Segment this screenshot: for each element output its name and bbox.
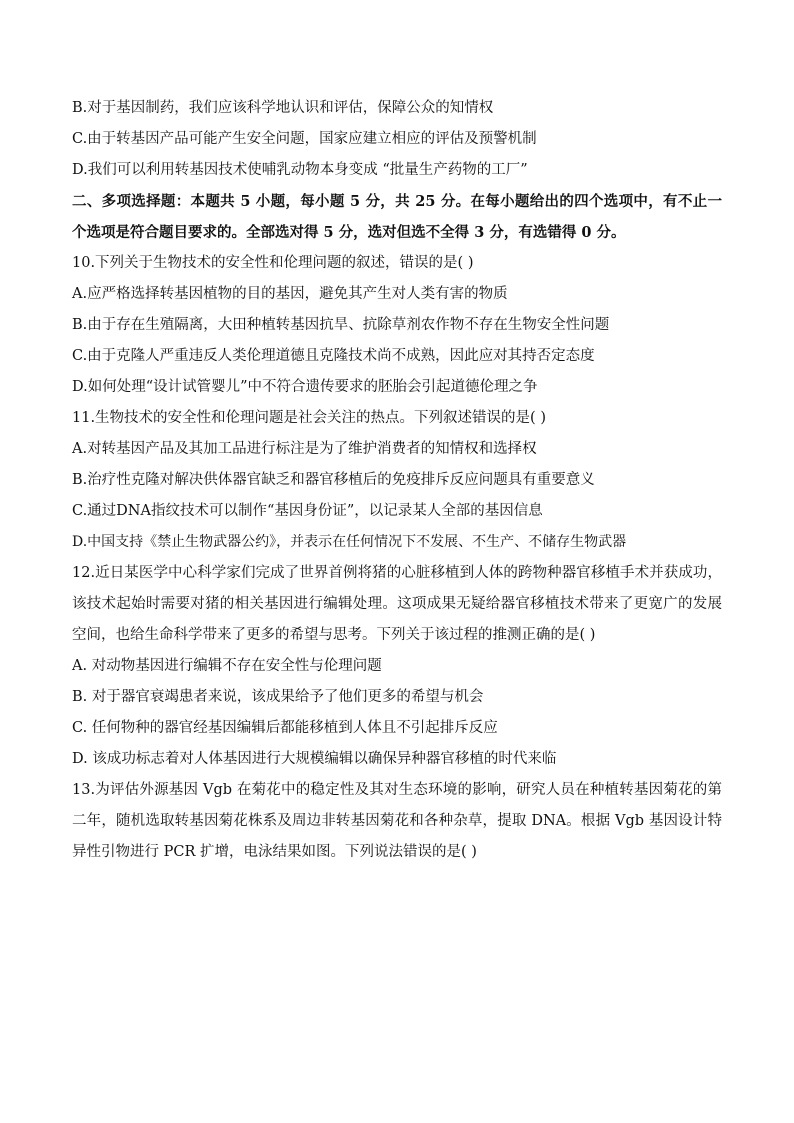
q11-stem: 11.生物技术的安全性和伦理问题是社会关注的热点。下列叙述错误的是( ) — [72, 410, 546, 426]
q9-option-b: B.对于基因制药，我们应该科学地认识和评估，保障公众的知情权 — [72, 100, 494, 116]
q12-stem: 12.近日某医学中心科学家们完成了世界首例将猪的心脏移植到人体的跨物种器官移植手术并获成功，该技术起始时需要对猪的相关基因进行编辑处理。这项成果无疑给器官移植技术带来了更宽广的发展空间，也给生命科学带来了更多的希望与思考。下列关于该过程的推测正确的是( ) — [72, 565, 722, 643]
q10-option-a: A.应严格选择转基因植物的目的基因，避免其产生对人类有害的物质 — [72, 286, 508, 302]
q10-option-c: C.由于克隆人严重违反人类伦理道德且克隆技术尚不成熟，因此应对其持否定态度 — [72, 348, 595, 364]
q10-stem: 10.下列关于生物技术的安全性和伦理问题的叙述，错误的是( ) — [72, 255, 474, 271]
q10-option-b: B.由于存在生殖隔离，大田种植转基因抗旱、抗除草剂农作物不存在生物安全性问题 — [72, 317, 610, 333]
section2-heading: 二、多项选择题：本题共 5 小题，每小题 5 分，共 25 分。在每小题给出的四个选项中，有不止一个选项是符合题目要求的。全部选对得 5 分，选对但选不全得 3 分，有选错得 0 分。 — [72, 193, 722, 241]
q11-option-d: D.中国支持《禁止生物武器公约》，并表示在任何情况下不发展、不生产、不储存生物武器 — [72, 534, 627, 550]
q12-option-b: B. 对于器官衰竭患者来说，该成果给予了他们更多的希望与机会 — [72, 689, 484, 705]
q13-stem: 13.为评估外源基因 Vgb 在菊花中的稳定性及其对生态环境的影响，研究人员在种植转基因菊花的第二年，随机选取转基因菊花株系及周边非转基因菊花和各种杂草，提取 DNA。根据 Vgb 基因设计特异性引物进行 PCR 扩增，电泳结果如图。下列说法错误的是( ) — [72, 782, 722, 860]
q12-option-c: C. 任何物种的器官经基因编辑后都能移植到人体且不引起排斥反应 — [72, 720, 498, 736]
q12-option-d: D. 该成功标志着对人体基因进行大规模编辑以确保异种器官移植的时代来临 — [72, 751, 557, 767]
q9-option-d: D.我们可以利用转基因技术使哺乳动物本身变成 “批量生产药物的工厂” — [72, 162, 528, 178]
q11-option-c: C.通过DNA指纹技术可以制作“基因身份证”，以记录某人全部的基因信息 — [72, 503, 543, 519]
q11-option-b: B.治疗性克隆对解决供体器官缺乏和器官移植后的免疫排斥反应问题具有重要意义 — [72, 472, 595, 488]
q11-option-a: A.对转基因产品及其加工品进行标注是为了维护消费者的知情权和选择权 — [72, 441, 537, 457]
exam-page — [72, 93, 722, 868]
q10-option-d: D.如何处理“设计试管婴儿”中不符合遗传要求的胚胎会引起道德伦理之争 — [72, 379, 538, 395]
q9-option-c: C.由于转基因产品可能产生安全问题，国家应建立相应的评估及预警机制 — [72, 131, 537, 147]
q12-option-a: A. 对动物基因进行编辑不存在安全性与伦理问题 — [72, 658, 382, 674]
